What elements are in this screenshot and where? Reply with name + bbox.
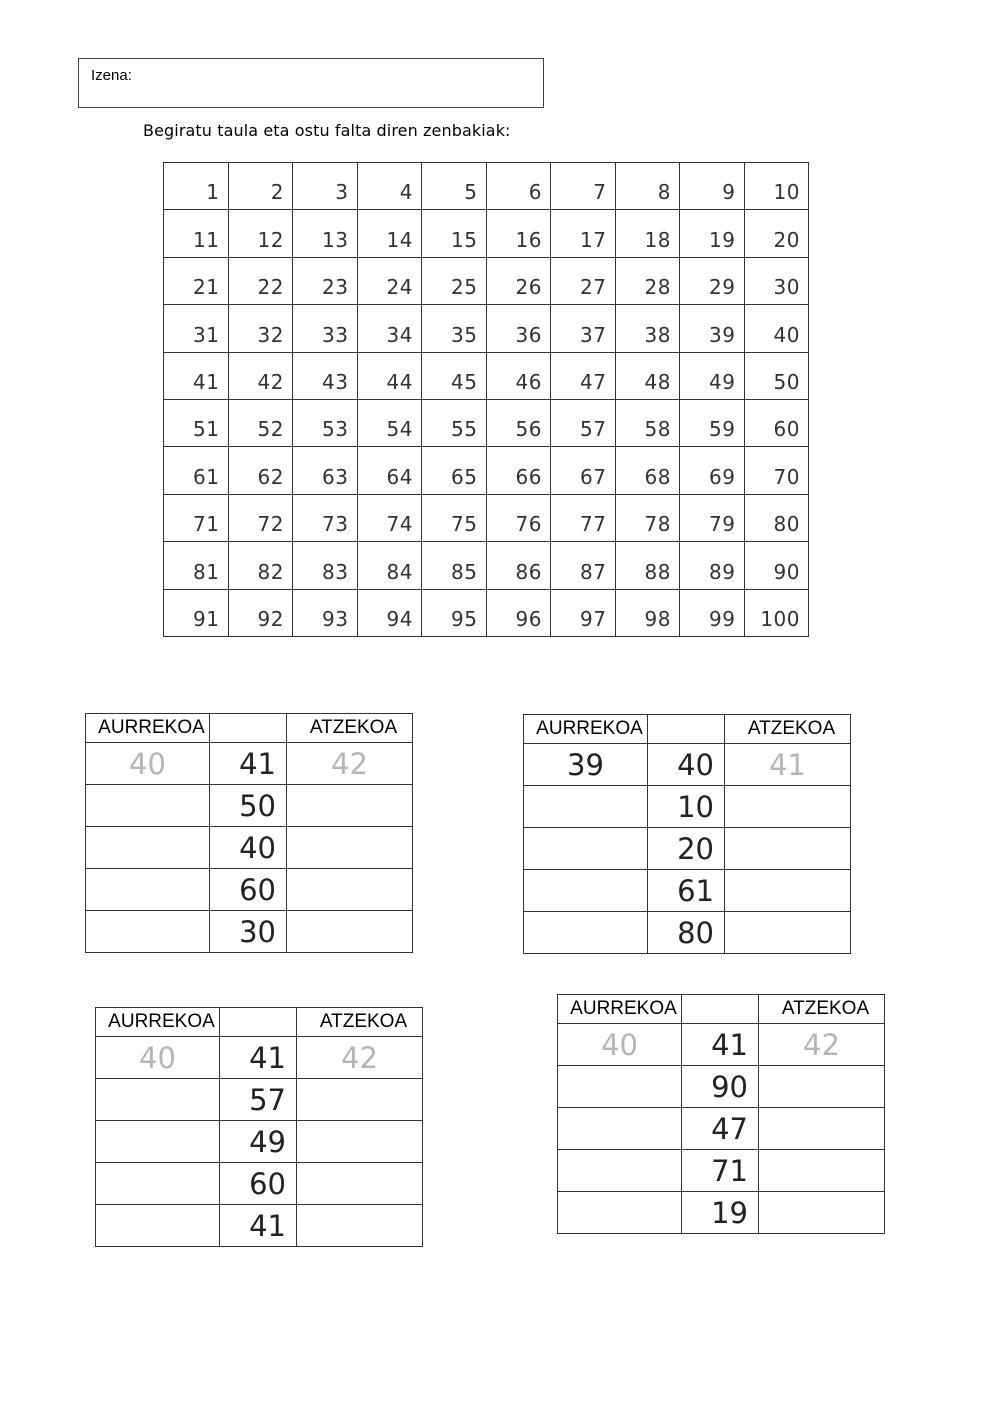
- grid-row: [164, 542, 809, 589]
- header-number: [210, 714, 287, 743]
- grid-cell: 33: [293, 305, 358, 352]
- grid-cell: 81: [164, 542, 229, 589]
- grid-cell: 29: [680, 257, 745, 304]
- grid-cell: 91: [164, 589, 229, 636]
- given-number-cell: 41: [210, 743, 287, 785]
- grid-cell: 79: [680, 494, 745, 541]
- exercise-row: [96, 1205, 423, 1247]
- grid-cell: 43: [293, 352, 358, 399]
- given-number-cell: 20: [648, 828, 725, 870]
- grid-row: [164, 352, 809, 399]
- grid-cell: 96: [486, 589, 551, 636]
- answer-before-cell[interactable]: [558, 1150, 682, 1192]
- exercise-row: [96, 1037, 423, 1079]
- grid-cell: 62: [228, 447, 293, 494]
- grid-cell: 36: [486, 305, 551, 352]
- grid-cell: 95: [422, 589, 487, 636]
- grid-row: [164, 447, 809, 494]
- grid-cell: 75: [422, 494, 487, 541]
- answer-before-cell[interactable]: [96, 1163, 220, 1205]
- grid-cell: 66: [486, 447, 551, 494]
- grid-cell: 65: [422, 447, 487, 494]
- grid-cell: 64: [357, 447, 422, 494]
- given-number-cell: 80: [648, 912, 725, 954]
- exercise-row: [86, 827, 413, 869]
- given-number-cell: 71: [682, 1150, 759, 1192]
- grid-cell: 42: [228, 352, 293, 399]
- grid-cell: 83: [293, 542, 358, 589]
- grid-cell: 94: [357, 589, 422, 636]
- grid-row: [164, 589, 809, 636]
- answer-after-cell[interactable]: [287, 911, 413, 953]
- grid-cell: 99: [680, 589, 745, 636]
- answer-after-cell[interactable]: [725, 912, 851, 954]
- grid-row: [164, 494, 809, 541]
- grid-cell: 39: [680, 305, 745, 352]
- answer-before-cell[interactable]: [524, 870, 648, 912]
- exercise-row: [524, 870, 851, 912]
- grid-cell: 47: [551, 352, 616, 399]
- instruction-text: Begiratu taula eta ostu falta diren zenbakiak:: [143, 121, 511, 140]
- exercise-row: [558, 1108, 885, 1150]
- grid-cell: 46: [486, 352, 551, 399]
- answer-before-cell[interactable]: [96, 1121, 220, 1163]
- grid-cell: 13: [293, 210, 358, 257]
- exercise-row: [96, 1121, 423, 1163]
- grid-cell: 100: [744, 589, 809, 636]
- header-number: [648, 715, 725, 744]
- grid-cell: 51: [164, 399, 229, 446]
- grid-cell: 15: [422, 210, 487, 257]
- grid-cell: 20: [744, 210, 809, 257]
- given-number-cell: 90: [682, 1066, 759, 1108]
- answer-after-cell[interactable]: [287, 785, 413, 827]
- answer-before-cell[interactable]: [524, 828, 648, 870]
- grid-cell: 4: [357, 163, 422, 210]
- exercise-row: [558, 1150, 885, 1192]
- answer-after-cell[interactable]: [759, 1192, 885, 1234]
- answer-before-cell[interactable]: [524, 912, 648, 954]
- grid-cell: 30: [744, 257, 809, 304]
- answer-after-cell[interactable]: 41: [725, 744, 851, 786]
- grid-row: [164, 210, 809, 257]
- answer-after-cell[interactable]: [297, 1205, 423, 1247]
- given-number-cell: 50: [210, 785, 287, 827]
- answer-after-cell[interactable]: [725, 828, 851, 870]
- given-number-cell: 41: [682, 1024, 759, 1066]
- given-number-cell: 60: [210, 869, 287, 911]
- grid-cell: 34: [357, 305, 422, 352]
- header-aurrekoa: AURREKOA: [524, 715, 648, 744]
- name-label: Izena:: [91, 67, 132, 84]
- grid-cell: 98: [615, 589, 680, 636]
- exercise-row: [524, 786, 851, 828]
- grid-cell: 73: [293, 494, 358, 541]
- grid-cell: 28: [615, 257, 680, 304]
- given-number-cell: 30: [210, 911, 287, 953]
- answer-after-cell[interactable]: [297, 1163, 423, 1205]
- grid-cell: 50: [744, 352, 809, 399]
- answer-before-cell[interactable]: 40: [558, 1024, 682, 1066]
- exercise-row: [86, 911, 413, 953]
- grid-cell: 31: [164, 305, 229, 352]
- exercise-row: [86, 869, 413, 911]
- grid-cell: 26: [486, 257, 551, 304]
- grid-cell: 77: [551, 494, 616, 541]
- grid-cell: 85: [422, 542, 487, 589]
- grid-cell: 48: [615, 352, 680, 399]
- grid-cell: 14: [357, 210, 422, 257]
- exercise-row: [96, 1079, 423, 1121]
- answer-before-cell[interactable]: [86, 827, 210, 869]
- grid-cell: 18: [615, 210, 680, 257]
- given-number-cell: 60: [220, 1163, 297, 1205]
- answer-after-cell[interactable]: 42: [759, 1024, 885, 1066]
- header-aurrekoa: AURREKOA: [96, 1008, 220, 1037]
- answer-before-cell[interactable]: [558, 1066, 682, 1108]
- grid-cell: 93: [293, 589, 358, 636]
- given-number-cell: 40: [648, 744, 725, 786]
- name-field-box[interactable]: [78, 58, 544, 108]
- exercise-row: [86, 743, 413, 785]
- exercise-header-row: [558, 995, 885, 1024]
- grid-cell: 89: [680, 542, 745, 589]
- exercise-table-2: [523, 714, 851, 954]
- hundred-grid: [163, 162, 809, 637]
- exercise-table-1: [85, 713, 413, 953]
- grid-cell: 52: [228, 399, 293, 446]
- exercise-table-4: [557, 994, 885, 1234]
- grid-cell: 67: [551, 447, 616, 494]
- grid-cell: 41: [164, 352, 229, 399]
- grid-cell: 54: [357, 399, 422, 446]
- grid-cell: 86: [486, 542, 551, 589]
- answer-after-cell[interactable]: [297, 1079, 423, 1121]
- exercise-row: [558, 1066, 885, 1108]
- given-number-cell: 41: [220, 1205, 297, 1247]
- exercise-row: [558, 1024, 885, 1066]
- grid-cell: 55: [422, 399, 487, 446]
- answer-after-cell[interactable]: [759, 1150, 885, 1192]
- grid-cell: 17: [551, 210, 616, 257]
- grid-cell: 23: [293, 257, 358, 304]
- answer-after-cell[interactable]: 42: [287, 743, 413, 785]
- answer-after-cell[interactable]: 42: [297, 1037, 423, 1079]
- answer-after-cell[interactable]: [297, 1121, 423, 1163]
- answer-before-cell[interactable]: [96, 1205, 220, 1247]
- grid-cell: 9: [680, 163, 745, 210]
- grid-cell: 44: [357, 352, 422, 399]
- grid-cell: 27: [551, 257, 616, 304]
- header-number: [682, 995, 759, 1024]
- exercise-table-3: [95, 1007, 423, 1247]
- grid-cell: 45: [422, 352, 487, 399]
- grid-cell: 21: [164, 257, 229, 304]
- grid-cell: 57: [551, 399, 616, 446]
- grid-cell: 69: [680, 447, 745, 494]
- grid-cell: 12: [228, 210, 293, 257]
- answer-before-cell[interactable]: 39: [524, 744, 648, 786]
- grid-cell: 59: [680, 399, 745, 446]
- header-aurrekoa: AURREKOA: [86, 714, 210, 743]
- grid-cell: 7: [551, 163, 616, 210]
- answer-after-cell[interactable]: [759, 1066, 885, 1108]
- grid-cell: 35: [422, 305, 487, 352]
- grid-cell: 60: [744, 399, 809, 446]
- exercise-row: [86, 785, 413, 827]
- grid-cell: 53: [293, 399, 358, 446]
- grid-cell: 56: [486, 399, 551, 446]
- grid-cell: 70: [744, 447, 809, 494]
- answer-before-cell[interactable]: [558, 1108, 682, 1150]
- grid-cell: 58: [615, 399, 680, 446]
- grid-cell: 5: [422, 163, 487, 210]
- grid-cell: 19: [680, 210, 745, 257]
- given-number-cell: 61: [648, 870, 725, 912]
- answer-before-cell[interactable]: 40: [96, 1037, 220, 1079]
- header-atzekoa: ATZEKOA: [759, 995, 885, 1024]
- answer-after-cell[interactable]: [287, 827, 413, 869]
- answer-before-cell[interactable]: [86, 911, 210, 953]
- grid-row: [164, 399, 809, 446]
- answer-after-cell[interactable]: [725, 786, 851, 828]
- given-number-cell: 57: [220, 1079, 297, 1121]
- grid-cell: 49: [680, 352, 745, 399]
- grid-row: [164, 163, 809, 210]
- answer-after-cell[interactable]: [287, 869, 413, 911]
- given-number-cell: 19: [682, 1192, 759, 1234]
- grid-cell: 11: [164, 210, 229, 257]
- given-number-cell: 41: [220, 1037, 297, 1079]
- grid-cell: 63: [293, 447, 358, 494]
- grid-cell: 74: [357, 494, 422, 541]
- answer-after-cell[interactable]: [759, 1108, 885, 1150]
- grid-cell: 97: [551, 589, 616, 636]
- grid-cell: 72: [228, 494, 293, 541]
- grid-cell: 71: [164, 494, 229, 541]
- answer-after-cell[interactable]: [725, 870, 851, 912]
- exercise-row: [524, 744, 851, 786]
- grid-cell: 2: [228, 163, 293, 210]
- grid-cell: 25: [422, 257, 487, 304]
- grid-cell: 87: [551, 542, 616, 589]
- header-atzekoa: ATZEKOA: [725, 715, 851, 744]
- header-atzekoa: ATZEKOA: [287, 714, 413, 743]
- grid-cell: 16: [486, 210, 551, 257]
- given-number-cell: 49: [220, 1121, 297, 1163]
- answer-before-cell[interactable]: [96, 1079, 220, 1121]
- grid-cell: 40: [744, 305, 809, 352]
- answer-before-cell[interactable]: [524, 786, 648, 828]
- grid-cell: 82: [228, 542, 293, 589]
- header-atzekoa: ATZEKOA: [297, 1008, 423, 1037]
- exercise-header-row: [524, 715, 851, 744]
- exercise-row: [96, 1163, 423, 1205]
- answer-before-cell[interactable]: [558, 1192, 682, 1234]
- grid-cell: 6: [486, 163, 551, 210]
- grid-cell: 38: [615, 305, 680, 352]
- grid-cell: 32: [228, 305, 293, 352]
- given-number-cell: 40: [210, 827, 287, 869]
- grid-cell: 90: [744, 542, 809, 589]
- grid-cell: 88: [615, 542, 680, 589]
- grid-row: [164, 257, 809, 304]
- grid-cell: 80: [744, 494, 809, 541]
- given-number-cell: 10: [648, 786, 725, 828]
- grid-row: [164, 305, 809, 352]
- grid-cell: 1: [164, 163, 229, 210]
- grid-cell: 37: [551, 305, 616, 352]
- header-number: [220, 1008, 297, 1037]
- grid-cell: 22: [228, 257, 293, 304]
- grid-cell: 76: [486, 494, 551, 541]
- grid-cell: 84: [357, 542, 422, 589]
- answer-before-cell[interactable]: [86, 785, 210, 827]
- grid-cell: 68: [615, 447, 680, 494]
- exercise-header-row: [86, 714, 413, 743]
- grid-cell: 8: [615, 163, 680, 210]
- grid-cell: 92: [228, 589, 293, 636]
- grid-cell: 10: [744, 163, 809, 210]
- grid-cell: 61: [164, 447, 229, 494]
- exercise-header-row: [96, 1008, 423, 1037]
- grid-cell: 78: [615, 494, 680, 541]
- given-number-cell: 47: [682, 1108, 759, 1150]
- exercise-row: [558, 1192, 885, 1234]
- exercise-row: [524, 828, 851, 870]
- exercise-row: [524, 912, 851, 954]
- grid-cell: 3: [293, 163, 358, 210]
- header-aurrekoa: AURREKOA: [558, 995, 682, 1024]
- answer-before-cell[interactable]: 40: [86, 743, 210, 785]
- grid-cell: 24: [357, 257, 422, 304]
- answer-before-cell[interactable]: [86, 869, 210, 911]
